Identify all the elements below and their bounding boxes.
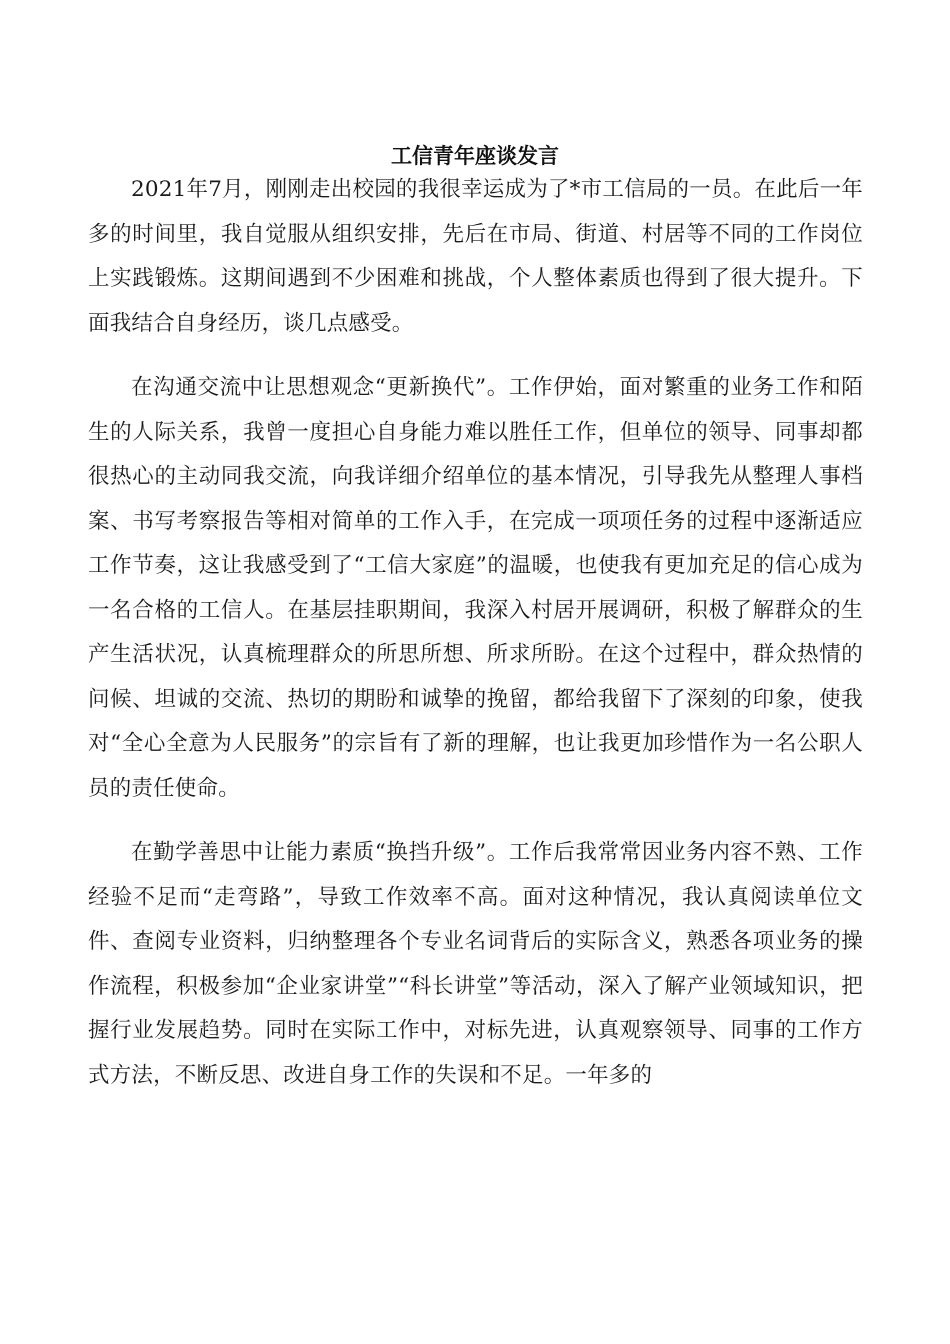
paragraph-learning: 在勤学善思中让能力素质“换挡升级”。工作后我常常因业务内容不熟、工作经验不足而“走弯路”，导致工作效率不高。面对这种情况，我认真阅读单位文件、查阅专业资料，归纳整理各个专业名词背后的实际含义，熟悉各项业务的操作流程，积极参加“企业家讲堂”“科长讲堂”等活动，深入了解产业领域知识，把握行业发展趋势。同时在实际工作中，对标先进，认真观察领导、同事的工作方式方法，不断反思、改进自身工作的失误和不足。一年多的: [88, 840, 863, 1088]
document-body: [88, 168, 863, 1118]
paragraph-communication: 在沟通交流中让思想观念“更新换代”。工作伊始，面对繁重的业务工作和陌生的人际关系，我曾一度担心自身能力难以胜任工作，但单位的领导、同事却都很热心的主动同我交流，向我详细介绍单位的基本情况，引导我先从整理人事档案、书写考察报告等相对简单的工作入手，在完成一项项任务的过程中逐渐适应工作节奏，这让我感受到了“工信大家庭”的温暖，也使我有更加充足的信心成为一名合格的工信人。在基层挂职期间，我深入村居开展调研，积极了解群众的生产生活状况，认真梳理群众的所思所想、所求所盼。在这个过程中，群众热情的问候、坦诚的交流、热切的期盼和诚挚的挽留，都给我留下了深刻的印象，使我对“全心全意为人民服务”的宗旨有了新的理解，也让我更加珍惜作为一名公职人员的责任使命。: [88, 375, 863, 801]
document-title: 工信青年座谈发言: [391, 143, 559, 168]
paragraph-intro: 2021年7月，刚刚走出校园的我很幸运成为了*市工信局的一员。在此后一年多的时间里，我自觉服从组织安排，先后在市局、街道、村居等不同的工作岗位上实践锻炼。这期间遇到不少困难和挑战，个人整体素质也得到了很大提升。下面我结合自身经历，谈几点感受。: [88, 177, 863, 336]
